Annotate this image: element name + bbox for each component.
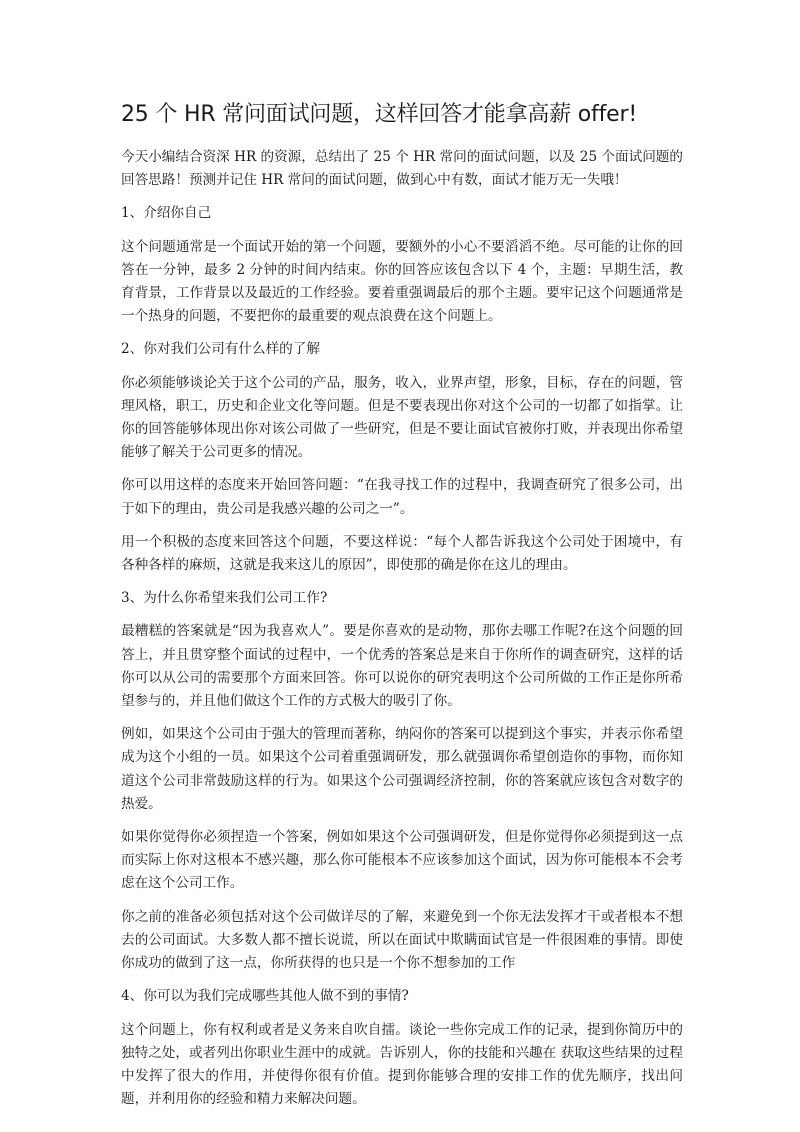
question-1-answer: 这个问题通常是一个面试开始的第一个问题，要额外的小心不要滔滔不绝。尽可能的让你的回答在一分钟，最多 2 分钟的时间内结束。你的回答应该包含以下 4 个，主题：早期生活，教育背景，工作背景以及最近的工作经验。要着重强调最后的那个主题。要牢记这个问题通常是一个热身的问题，不要把你的最重要的观点浪费在这个问题上。 bbox=[121, 238, 683, 325]
question-2-answer: 你必须能够谈论关于这个公司的产品，服务，收入，业界声望，形象，目标，存在的问题，管理风格，职工，历史和企业文化等问题。但是不要表现出你对这个公司的一切都了如指掌。让你的回答能够体现出你对该公司做了一些研究，但是不要让面试官被你打败，并表现出你希望能够了解关于公司更多的情况。 bbox=[121, 374, 683, 461]
document-title: 25 个 HR 常问面试问题，这样回答才能拿高薪 offer! bbox=[121, 102, 637, 127]
question-4-heading: 4、你可以为我们完成哪些其他人做不到的事情? bbox=[121, 988, 409, 1005]
question-2-heading: 2、你对我们公司有什么样的了解 bbox=[121, 341, 320, 358]
question-3-answer-preparation: 你之前的准备必须包括对这个公司做详尽的了解，来避免到一个你无法发挥才干或者根本不想去的公司面试。大多数人都不擅长说谎，所以在面试中欺瞒面试官是一件很困难的事情。即使你成功的做到了这一点，你所获得的也只是一个你不想参加的工作 bbox=[121, 908, 683, 972]
document-page bbox=[121, 98, 683, 1121]
question-1-heading: 1、介绍你自己 bbox=[121, 205, 212, 222]
question-3-answer: 最糟糕的答案就是“因为我喜欢人”。要是你喜欢的是动物，那你去哪工作呢?在这个问题的回答上，并且贯穿整个面试的过程中，一个优秀的答案总是来自于你所作的调查研究，这样的话你可以从公司的需要那个方面来回答。你可以说你的研究表明这个公司所做的工作正是你所希望参与的，并且他们做这个工作的方式极大的吸引了你。 bbox=[121, 623, 683, 710]
question-3-answer-example: 例如，如果这个公司由于强大的管理而著称，纳闷你的答案可以提到这个事实，并表示你希望成为这个小组的一员。如果这个公司着重强调研发，那么就强调你希望创造你的事物，而你知道这个公司非常鼓励这样的行为。如果这个公司强调经济控制，你的答案就应该包含对数字的热爱。 bbox=[121, 726, 683, 812]
question-3-answer-caution: 如果你觉得你必须捏造一个答案，例如如果这个公司强调研发，但是你觉得你必须提到这一点而实际上你对这根本不感兴趣，那么你可能根本不应该参加这个面试，因为你可能根本不会考虑在这个公司工作。 bbox=[121, 829, 683, 892]
question-2-answer-example: 你可以用这样的态度来开始回答问题：“在我寻找工作的过程中，我调查研究了很多公司，出于如下的理由，贵公司是我感兴趣的公司之一”。 bbox=[121, 477, 683, 517]
question-3-heading: 3、为什么你希望来我们公司工作? bbox=[121, 590, 328, 607]
question-4-answer: 这个问题上，你有权利或者是义务来自吹自擂。谈论一些你完成工作的记录，提到你简历中的独特之处，或者列出你职业生涯中的成就。告诉别人，你的技能和兴趣在 获取这些结果的过程中发挥了很大的作用，并使得你很有价值。提到你能够合理的安排工作的优先顺序，找出问题，并利用你的经验和精力来解决问题。 bbox=[121, 1021, 683, 1108]
question-2-answer-positive: 用一个积极的态度来回答这个问题，不要这样说：“每个人都告诉我这个公司处于困境中，有各种各样的麻烦，这就是我来这儿的原因”，即使那的确是你在这儿的理由。 bbox=[121, 533, 683, 574]
intro-paragraph: 今天小编结合资深 HR 的资源，总结出了 25 个 HR 常问的面试问题，以及 25 个面试问题的回答思路！预测并记住 HR 常问的面试问题，做到心中有数，面试才能万无一失哦！ bbox=[121, 149, 683, 189]
